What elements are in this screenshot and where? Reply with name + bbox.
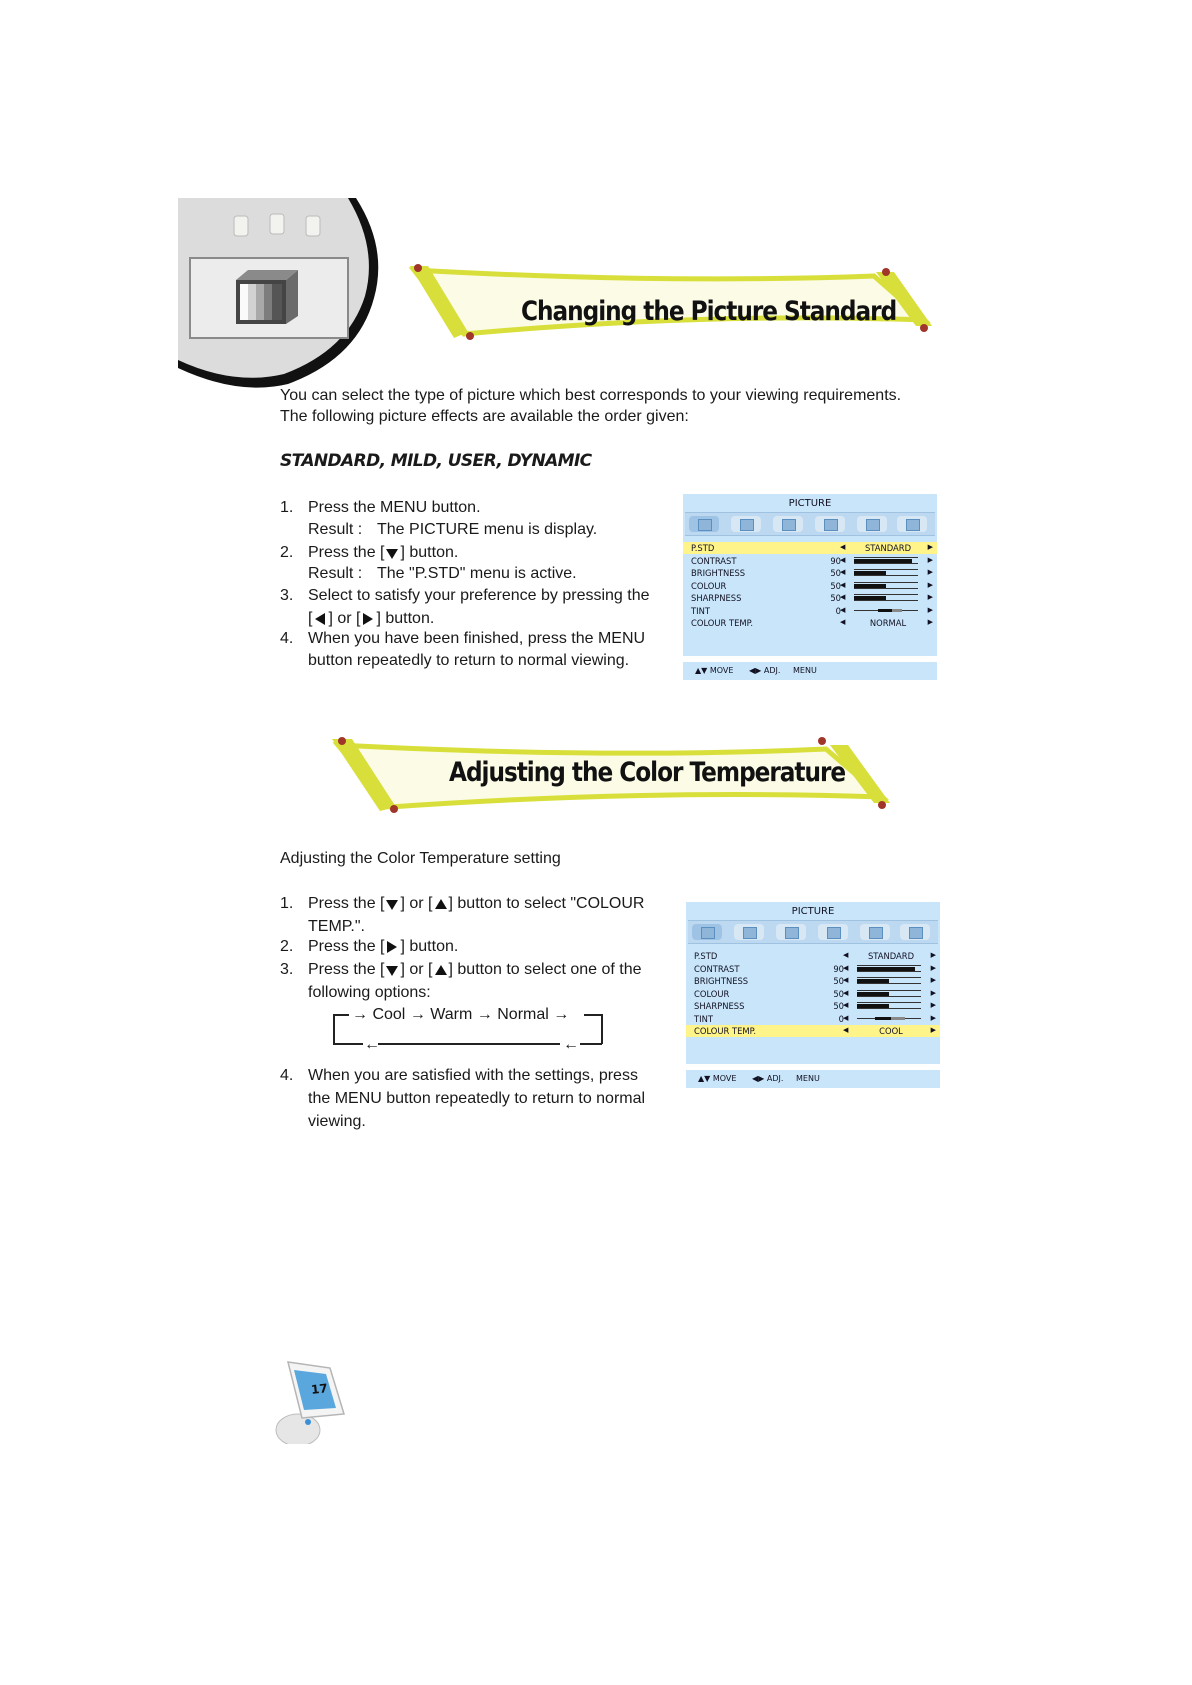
step-number: 4. xyxy=(280,630,294,647)
section1-intro-line1: You can select the type of picture which best corresponds to your viewing requirements. xyxy=(280,387,902,404)
step-text: Press the [ xyxy=(308,961,385,978)
step-text: TEMP.". xyxy=(308,918,365,935)
brightness-level-bar xyxy=(857,977,921,984)
step-text: button repeatedly to return to normal viewing. xyxy=(308,652,630,669)
result-text: The PICTURE menu is display. xyxy=(377,521,598,538)
footer-adj: ◀▶ ADJ. xyxy=(749,666,781,675)
tv-picture-emblem xyxy=(178,198,398,390)
step-text: ] button. xyxy=(400,544,459,561)
picture-tab-icon xyxy=(689,516,719,532)
section2-intro: Adjusting the Color Temperature setting xyxy=(280,850,561,867)
menu-row-pstd: P.STD ◀ STANDARD ▶ xyxy=(694,951,936,961)
step-number: 3. xyxy=(280,587,294,604)
right-arrow-icon xyxy=(385,940,399,954)
menu-row-tint: TINT 0 ◀ ▶ xyxy=(691,605,933,616)
right-arrow-icon: ▶ xyxy=(930,1026,936,1034)
brightness-level-bar xyxy=(854,569,918,576)
step-text: ] button. xyxy=(376,610,435,627)
footer-move: ▲▼ MOVE xyxy=(698,1074,737,1083)
option-cool: Cool xyxy=(372,1006,406,1023)
arrow-right-icon: → xyxy=(476,1006,493,1023)
picture-menu-colour-temp xyxy=(686,902,940,1064)
step-number: 1. xyxy=(280,499,294,516)
result-label: Result : xyxy=(308,565,363,582)
menu-row-brightness: BRIGHTNESS 50 ◀ ▶ xyxy=(694,976,936,986)
pc-tab-icon xyxy=(857,516,887,532)
down-arrow-icon xyxy=(385,546,399,560)
right-arrow-icon: ▶ xyxy=(927,568,933,576)
cycle-back-arrow-right: ← xyxy=(563,1036,579,1053)
sound-tab-icon xyxy=(731,516,761,532)
step-number: 4. xyxy=(280,1067,294,1084)
right-arrow-icon: ▶ xyxy=(930,963,936,972)
left-arrow-icon: ◀ xyxy=(843,1026,849,1034)
section1-intro-line2: The following picture effects are available the order given: xyxy=(280,408,689,425)
menu-row-colour-temp: COLOUR TEMP. ◀ COOL ▶ xyxy=(686,1025,940,1037)
step-text: ] button. xyxy=(400,938,459,955)
left-arrow-icon: ◀ xyxy=(840,555,846,564)
footer-move: ▲▼ MOVE xyxy=(695,666,734,675)
menu-row-tint: TINT 0 ◀ ▶ xyxy=(694,1013,936,1024)
function-tab-icon xyxy=(818,924,848,940)
menu-row-sharpness: SHARPNESS 50 ◀ ▶ xyxy=(691,593,933,603)
colour-level-bar xyxy=(857,990,921,997)
up-arrow-icon xyxy=(434,963,448,977)
page-number-monitor-icon xyxy=(274,1360,350,1444)
menu-row-contrast: CONTRAST 90 ◀ ▶ xyxy=(694,963,936,974)
colour-level-bar xyxy=(854,582,918,589)
menu-row-sharpness: SHARPNESS 50 ◀ ▶ xyxy=(694,1001,936,1011)
picture-modes-heading: STANDARD, MILD, USER, DYNAMIC xyxy=(280,451,592,471)
contrast-level-bar xyxy=(857,965,921,972)
menu-row-pstd: P.STD ◀ STANDARD ▶ xyxy=(683,542,937,554)
step-number: 2. xyxy=(280,544,294,561)
pip-tab-icon xyxy=(900,924,930,940)
step-text: When you have been finished, press the MENU xyxy=(308,630,646,647)
step-text: Press the [ xyxy=(308,938,385,955)
pip-tab-icon xyxy=(897,516,927,532)
menu-footer-1 xyxy=(683,662,937,680)
picture-menu-standard xyxy=(683,494,937,656)
sharpness-level-bar xyxy=(857,1002,921,1009)
down-arrow-icon xyxy=(385,897,399,911)
right-arrow-icon: ▶ xyxy=(927,555,933,564)
left-arrow-icon: ◀ xyxy=(843,988,849,997)
right-arrow-icon: ▶ xyxy=(927,605,933,614)
menu-row-colour-temp: COLOUR TEMP. ◀ NORMAL ▶ xyxy=(691,618,933,628)
right-arrow-icon: ▶ xyxy=(930,951,936,959)
step-text: the MENU button repeatedly to return to normal xyxy=(308,1090,646,1107)
right-arrow-icon: ▶ xyxy=(927,580,933,589)
step-text: viewing. xyxy=(308,1113,366,1130)
left-arrow-icon: ◀ xyxy=(840,568,846,576)
step-text: Press the MENU button. xyxy=(308,499,481,516)
footer-menu: MENU xyxy=(796,1074,820,1083)
tv-set-icon xyxy=(236,270,298,324)
step-text: Select to satisfy your preference by pressing the xyxy=(308,587,650,604)
right-arrow-icon: ▶ xyxy=(930,976,936,984)
right-arrow-icon: ▶ xyxy=(927,543,933,551)
left-arrow-icon: ◀ xyxy=(843,963,849,972)
footer-menu: MENU xyxy=(793,666,817,675)
right-arrow-icon xyxy=(361,612,375,626)
left-arrow-icon: ◀ xyxy=(843,1013,849,1022)
menu-row-colour: COLOUR 50 ◀ ▶ xyxy=(691,580,933,591)
step-text: ] button to select "COLOUR xyxy=(448,895,645,912)
option-normal: Normal xyxy=(497,1006,549,1023)
right-arrow-icon: ▶ xyxy=(930,1001,936,1009)
up-arrow-icon xyxy=(434,897,448,911)
left-arrow-icon: ◀ xyxy=(843,951,849,959)
contrast-level-bar xyxy=(854,557,918,564)
arrow-right-icon: → xyxy=(553,1006,570,1023)
left-arrow-icon: ◀ xyxy=(843,1001,849,1009)
right-arrow-icon: ▶ xyxy=(930,988,936,997)
right-arrow-icon: ▶ xyxy=(927,618,933,626)
left-arrow-icon xyxy=(313,612,327,626)
tint-level-bar xyxy=(854,607,918,614)
right-arrow-icon: ▶ xyxy=(930,1013,936,1022)
arrow-right-icon: → xyxy=(352,1006,368,1023)
sharpness-level-bar xyxy=(854,594,918,601)
step-number: 2. xyxy=(280,938,294,955)
picture-tab-icon xyxy=(692,924,722,940)
footer-adj: ◀▶ ADJ. xyxy=(752,1074,784,1083)
step-text: ] or [ xyxy=(400,961,433,978)
menu-tab-bar xyxy=(688,920,938,944)
menu-footer-2 xyxy=(686,1070,940,1088)
step-text: Press the [ xyxy=(308,895,385,912)
menu-row-colour: COLOUR 50 ◀ ▶ xyxy=(694,988,936,999)
menu-tab-bar xyxy=(685,512,935,536)
right-arrow-icon: ▶ xyxy=(927,593,933,601)
cycle-sequence xyxy=(352,1004,569,1025)
step-number: 3. xyxy=(280,961,294,978)
left-arrow-icon: ◀ xyxy=(840,543,846,551)
tint-level-bar xyxy=(857,1015,921,1022)
channel-tab-icon xyxy=(776,924,806,940)
option-warm: Warm xyxy=(430,1006,473,1023)
step-text: ] or [ xyxy=(400,895,433,912)
step-text: following options: xyxy=(308,984,431,1001)
menu-title: PICTURE xyxy=(788,498,832,509)
channel-tab-icon xyxy=(773,516,803,532)
pc-tab-icon xyxy=(860,924,890,940)
page-number: 17 xyxy=(310,1381,329,1397)
function-tab-icon xyxy=(815,516,845,532)
left-arrow-icon: ◀ xyxy=(840,580,846,589)
arrow-right-icon: → xyxy=(409,1006,426,1023)
menu-row-brightness: BRIGHTNESS 50 ◀ ▶ xyxy=(691,568,933,578)
step-text: Press the [ xyxy=(308,544,385,561)
step-text: ] or [ xyxy=(328,610,361,627)
step-text: When you are satisfied with the settings, press xyxy=(308,1067,638,1084)
result-text: The "P.STD" menu is active. xyxy=(377,565,577,582)
section2-title: Adjusting the Color Temperature xyxy=(449,757,846,788)
left-arrow-icon: ◀ xyxy=(843,976,849,984)
section1-title: Changing the Picture Standard xyxy=(521,296,897,327)
step-text: [ xyxy=(308,610,313,627)
result-label: Result : xyxy=(308,521,363,538)
menu-row-contrast: CONTRAST 90 ◀ ▶ xyxy=(691,555,933,566)
left-arrow-icon: ◀ xyxy=(840,593,846,601)
cycle-back-arrow-left: ← xyxy=(364,1036,380,1053)
step-text: ] button to select one of the xyxy=(448,961,642,978)
menu-title: PICTURE xyxy=(791,906,835,917)
step-number: 1. xyxy=(280,895,294,912)
sound-tab-icon xyxy=(734,924,764,940)
left-arrow-icon: ◀ xyxy=(840,605,846,614)
left-arrow-icon: ◀ xyxy=(840,618,846,626)
down-arrow-icon xyxy=(385,963,399,977)
